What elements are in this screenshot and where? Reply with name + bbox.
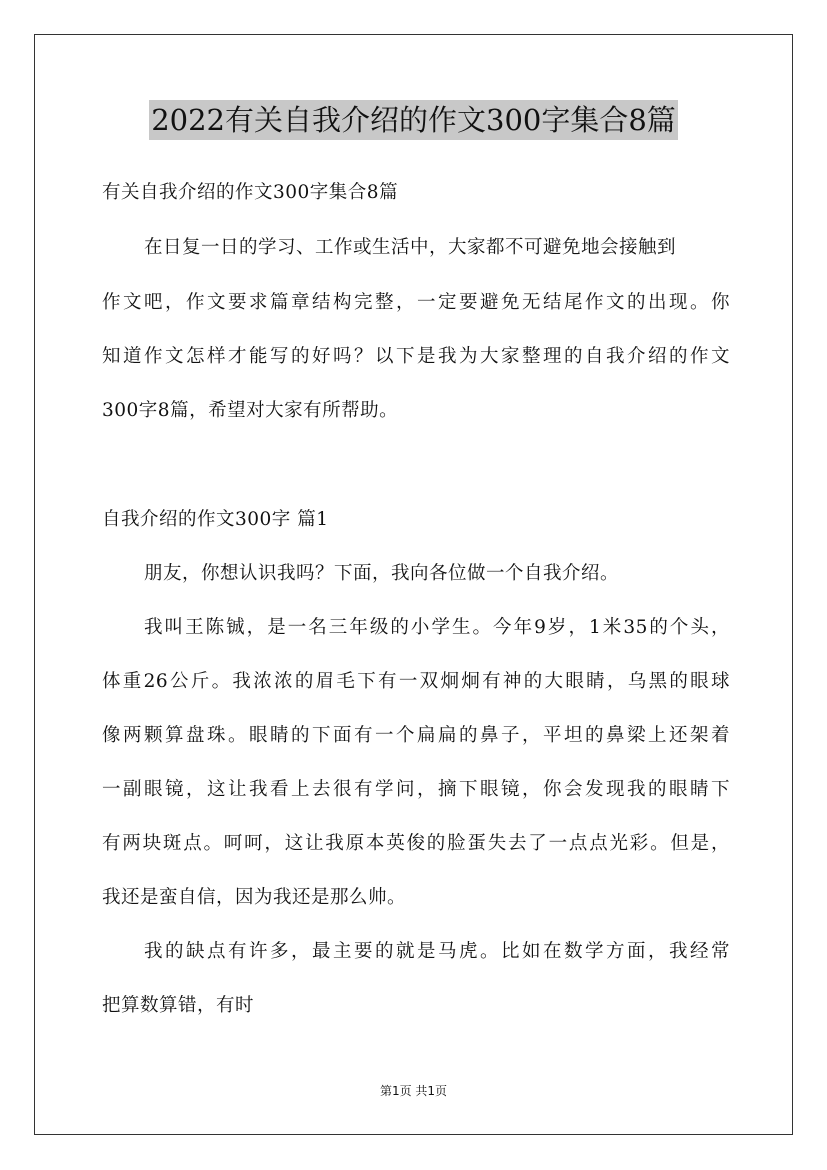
paragraph-2-line-1: 我叫王陈铖，是一名三年级的小学生。今年9岁，1米35的个头， — [144, 617, 730, 638]
paragraph-2-line-5: 有两块斑点。呵呵，这让我原本英俊的脸蛋失去了一点点光彩。但是， — [102, 833, 730, 854]
intro-line-2: 作文吧，作文要求篇章结构完整，一定要避免无结尾作文的出现。你 — [102, 292, 730, 313]
page-footer: 第1页 共1页 — [379, 1084, 448, 1098]
section-heading: 自我介绍的作文300字 篇1 — [102, 509, 329, 530]
intro-line-3: 知道作文怎样才能写的好吗？以下是我为大家整理的自我介绍的作文 — [102, 346, 730, 367]
paragraph-2-line-2: 体重26公斤。我浓浓的眉毛下有一双炯炯有神的大眼睛，乌黑的眼球 — [102, 671, 730, 692]
paragraph-3-line-2: 把算数算错，有时 — [102, 995, 255, 1016]
paragraph-1: 朋友，你想认识我吗？下面，我向各位做一个自我介绍。 — [144, 563, 620, 584]
document-title: 2022有关自我介绍的作文300字集合8篇 — [149, 100, 678, 140]
subtitle: 有关自我介绍的作文300字集合8篇 — [102, 182, 399, 203]
paragraph-2-line-4: 一副眼镜，这让我看上去很有学问，摘下眼镜，你会发现我的眼睛下 — [102, 779, 730, 800]
intro-line-4: 300字8篇，希望对大家有所帮助。 — [102, 400, 399, 421]
paragraph-2-line-3: 像两颗算盘珠。眼睛的下面有一个扁扁的鼻子，平坦的鼻梁上还架着 — [102, 725, 730, 746]
paragraph-3-line-1: 我的缺点有许多，最主要的就是马虎。比如在数学方面，我经常 — [144, 941, 730, 962]
paragraph-2-line-6: 我还是蛮自信，因为我还是那么帅。 — [102, 887, 407, 908]
intro-line-1: 在日复一日的学习、工作或生活中，大家都不可避免地会接触到 — [144, 237, 677, 258]
title-container — [0, 100, 827, 140]
